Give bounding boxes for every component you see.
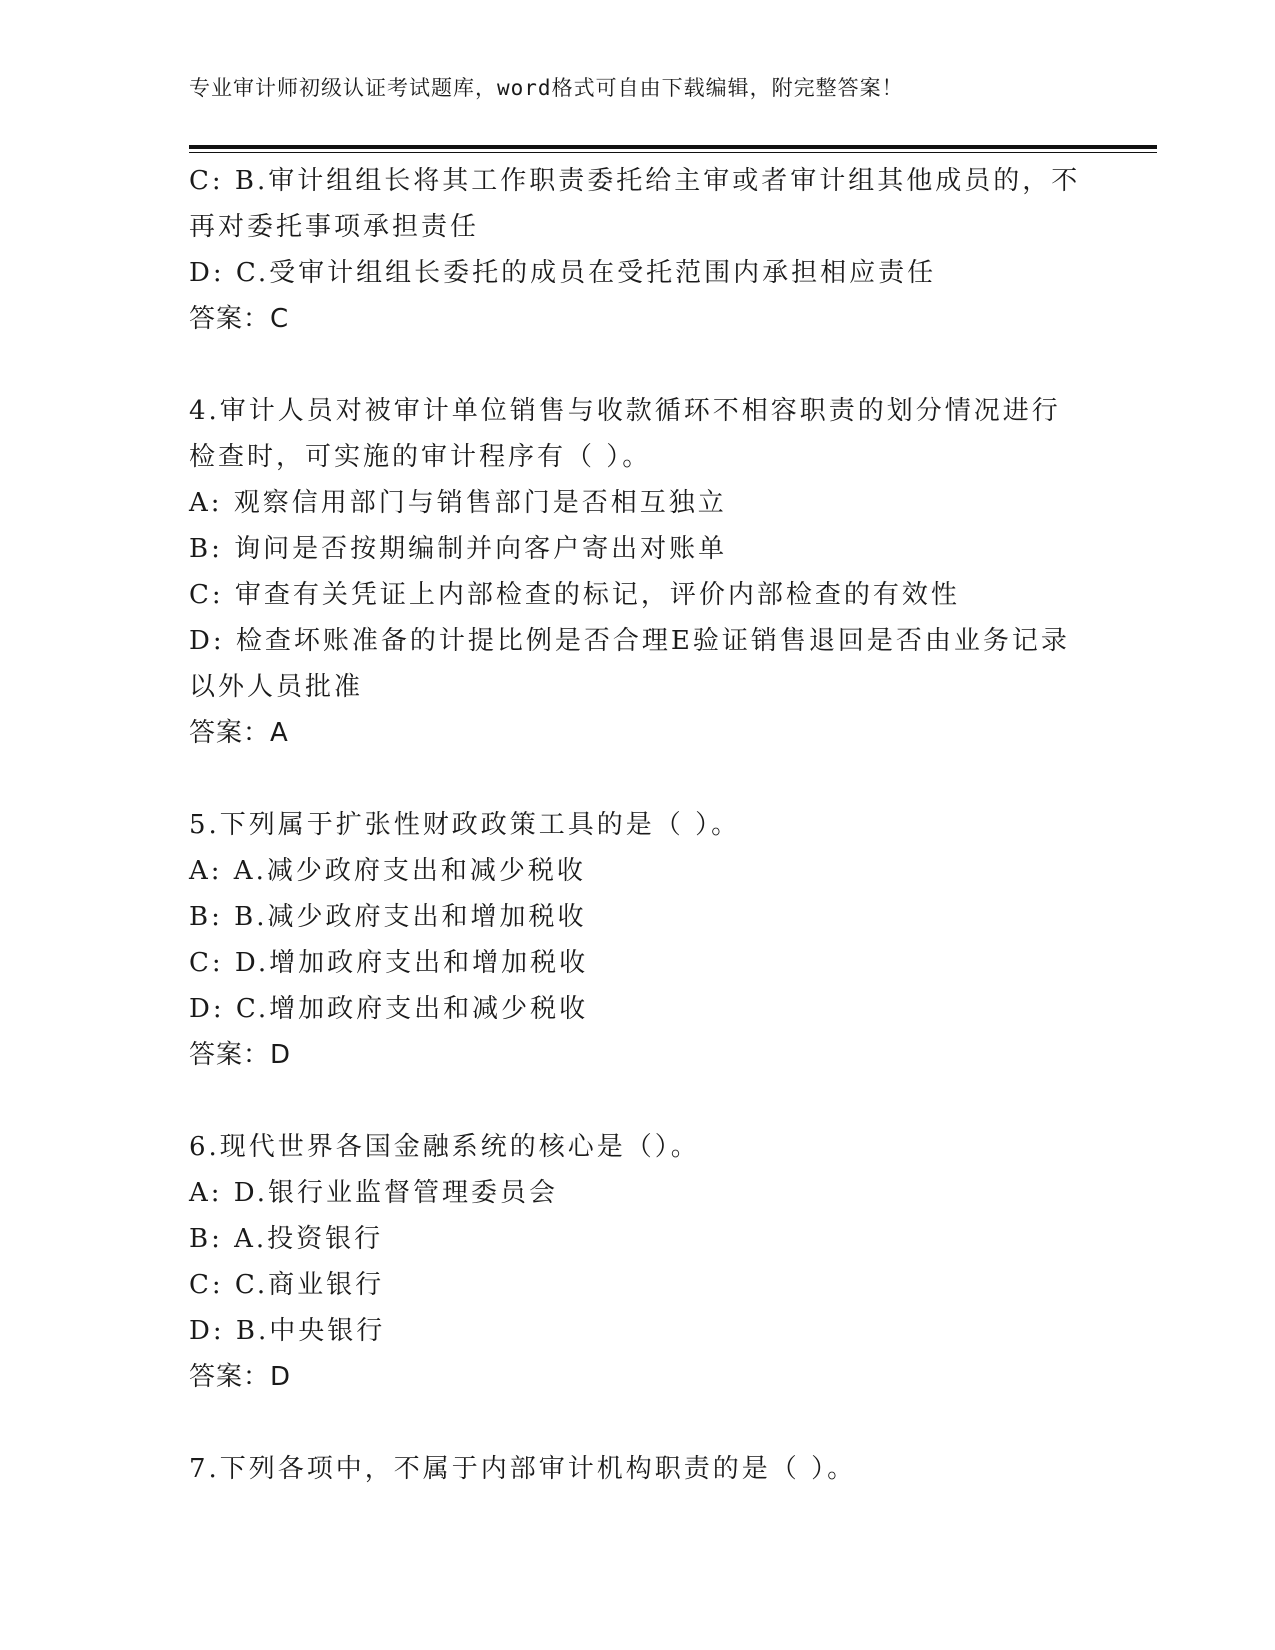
answer-line: 答案：D bbox=[189, 1362, 292, 1392]
header-rule-thick bbox=[189, 145, 1157, 149]
text-line: C: D.增加政府支出和增加税收 bbox=[189, 948, 589, 978]
text-line: 7.下列各项中，不属于内部审计机构职责的是（ ）。 bbox=[189, 1454, 857, 1484]
text-line: D: C.增加政府支出和减少税收 bbox=[189, 994, 589, 1024]
text-line: 检查时，可实施的审计程序有（ ）。 bbox=[189, 442, 652, 472]
text-line: 以外人员批准 bbox=[189, 672, 364, 702]
answer-line: 答案：C bbox=[189, 304, 290, 334]
text-line: 5.下列属于扩张性财政政策工具的是（ ）。 bbox=[189, 810, 741, 840]
text-line: 6.现代世界各国金融系统的核心是（）。 bbox=[189, 1132, 700, 1162]
text-line: B: A.投资银行 bbox=[189, 1224, 384, 1254]
text-line: B: 询问是否按期编制并向客户寄出对账单 bbox=[189, 534, 728, 564]
answer-line: 答案：A bbox=[189, 718, 289, 748]
text-line: C: C.商业银行 bbox=[189, 1270, 385, 1300]
document-header: 专业审计师初级认证考试题库，word格式可自由下载编辑，附完整答案！ bbox=[189, 76, 904, 100]
question-content bbox=[189, 158, 1089, 1492]
text-line: A: 观察信用部门与销售部门是否相互独立 bbox=[189, 488, 727, 518]
text-line: C: 审查有关凭证上内部检查的标记，评价内部检查的有效性 bbox=[189, 580, 960, 610]
paragraph-gap bbox=[189, 756, 1089, 802]
text-line: A: D.银行业监督管理委员会 bbox=[189, 1178, 558, 1208]
answer-line: 答案：D bbox=[189, 1040, 292, 1070]
paragraph-gap bbox=[189, 342, 1089, 388]
text-line: C: B.审计组组长将其工作职责委托给主审或者审计组其他成员的，不 bbox=[189, 166, 1081, 196]
text-line: B: B.减少政府支出和增加税收 bbox=[189, 902, 587, 932]
text-line: 再对委托事项承担责任 bbox=[189, 212, 480, 242]
text-line: 4.审计人员对被审计单位销售与收款循环不相容职责的划分情况进行 bbox=[189, 396, 1061, 426]
text-line: D: 检查坏账准备的计提比例是否合理E验证销售退回是否由业务记录 bbox=[189, 626, 1070, 656]
text-line: D: B.中央银行 bbox=[189, 1316, 386, 1346]
header-rule-thin bbox=[189, 152, 1157, 153]
paragraph-gap bbox=[189, 1078, 1089, 1124]
paragraph-gap bbox=[189, 1400, 1089, 1446]
text-line: D: C.受审计组组长委托的成员在受托范围内承担相应责任 bbox=[189, 258, 937, 288]
text-line: A: A.减少政府支出和减少税收 bbox=[189, 856, 586, 886]
